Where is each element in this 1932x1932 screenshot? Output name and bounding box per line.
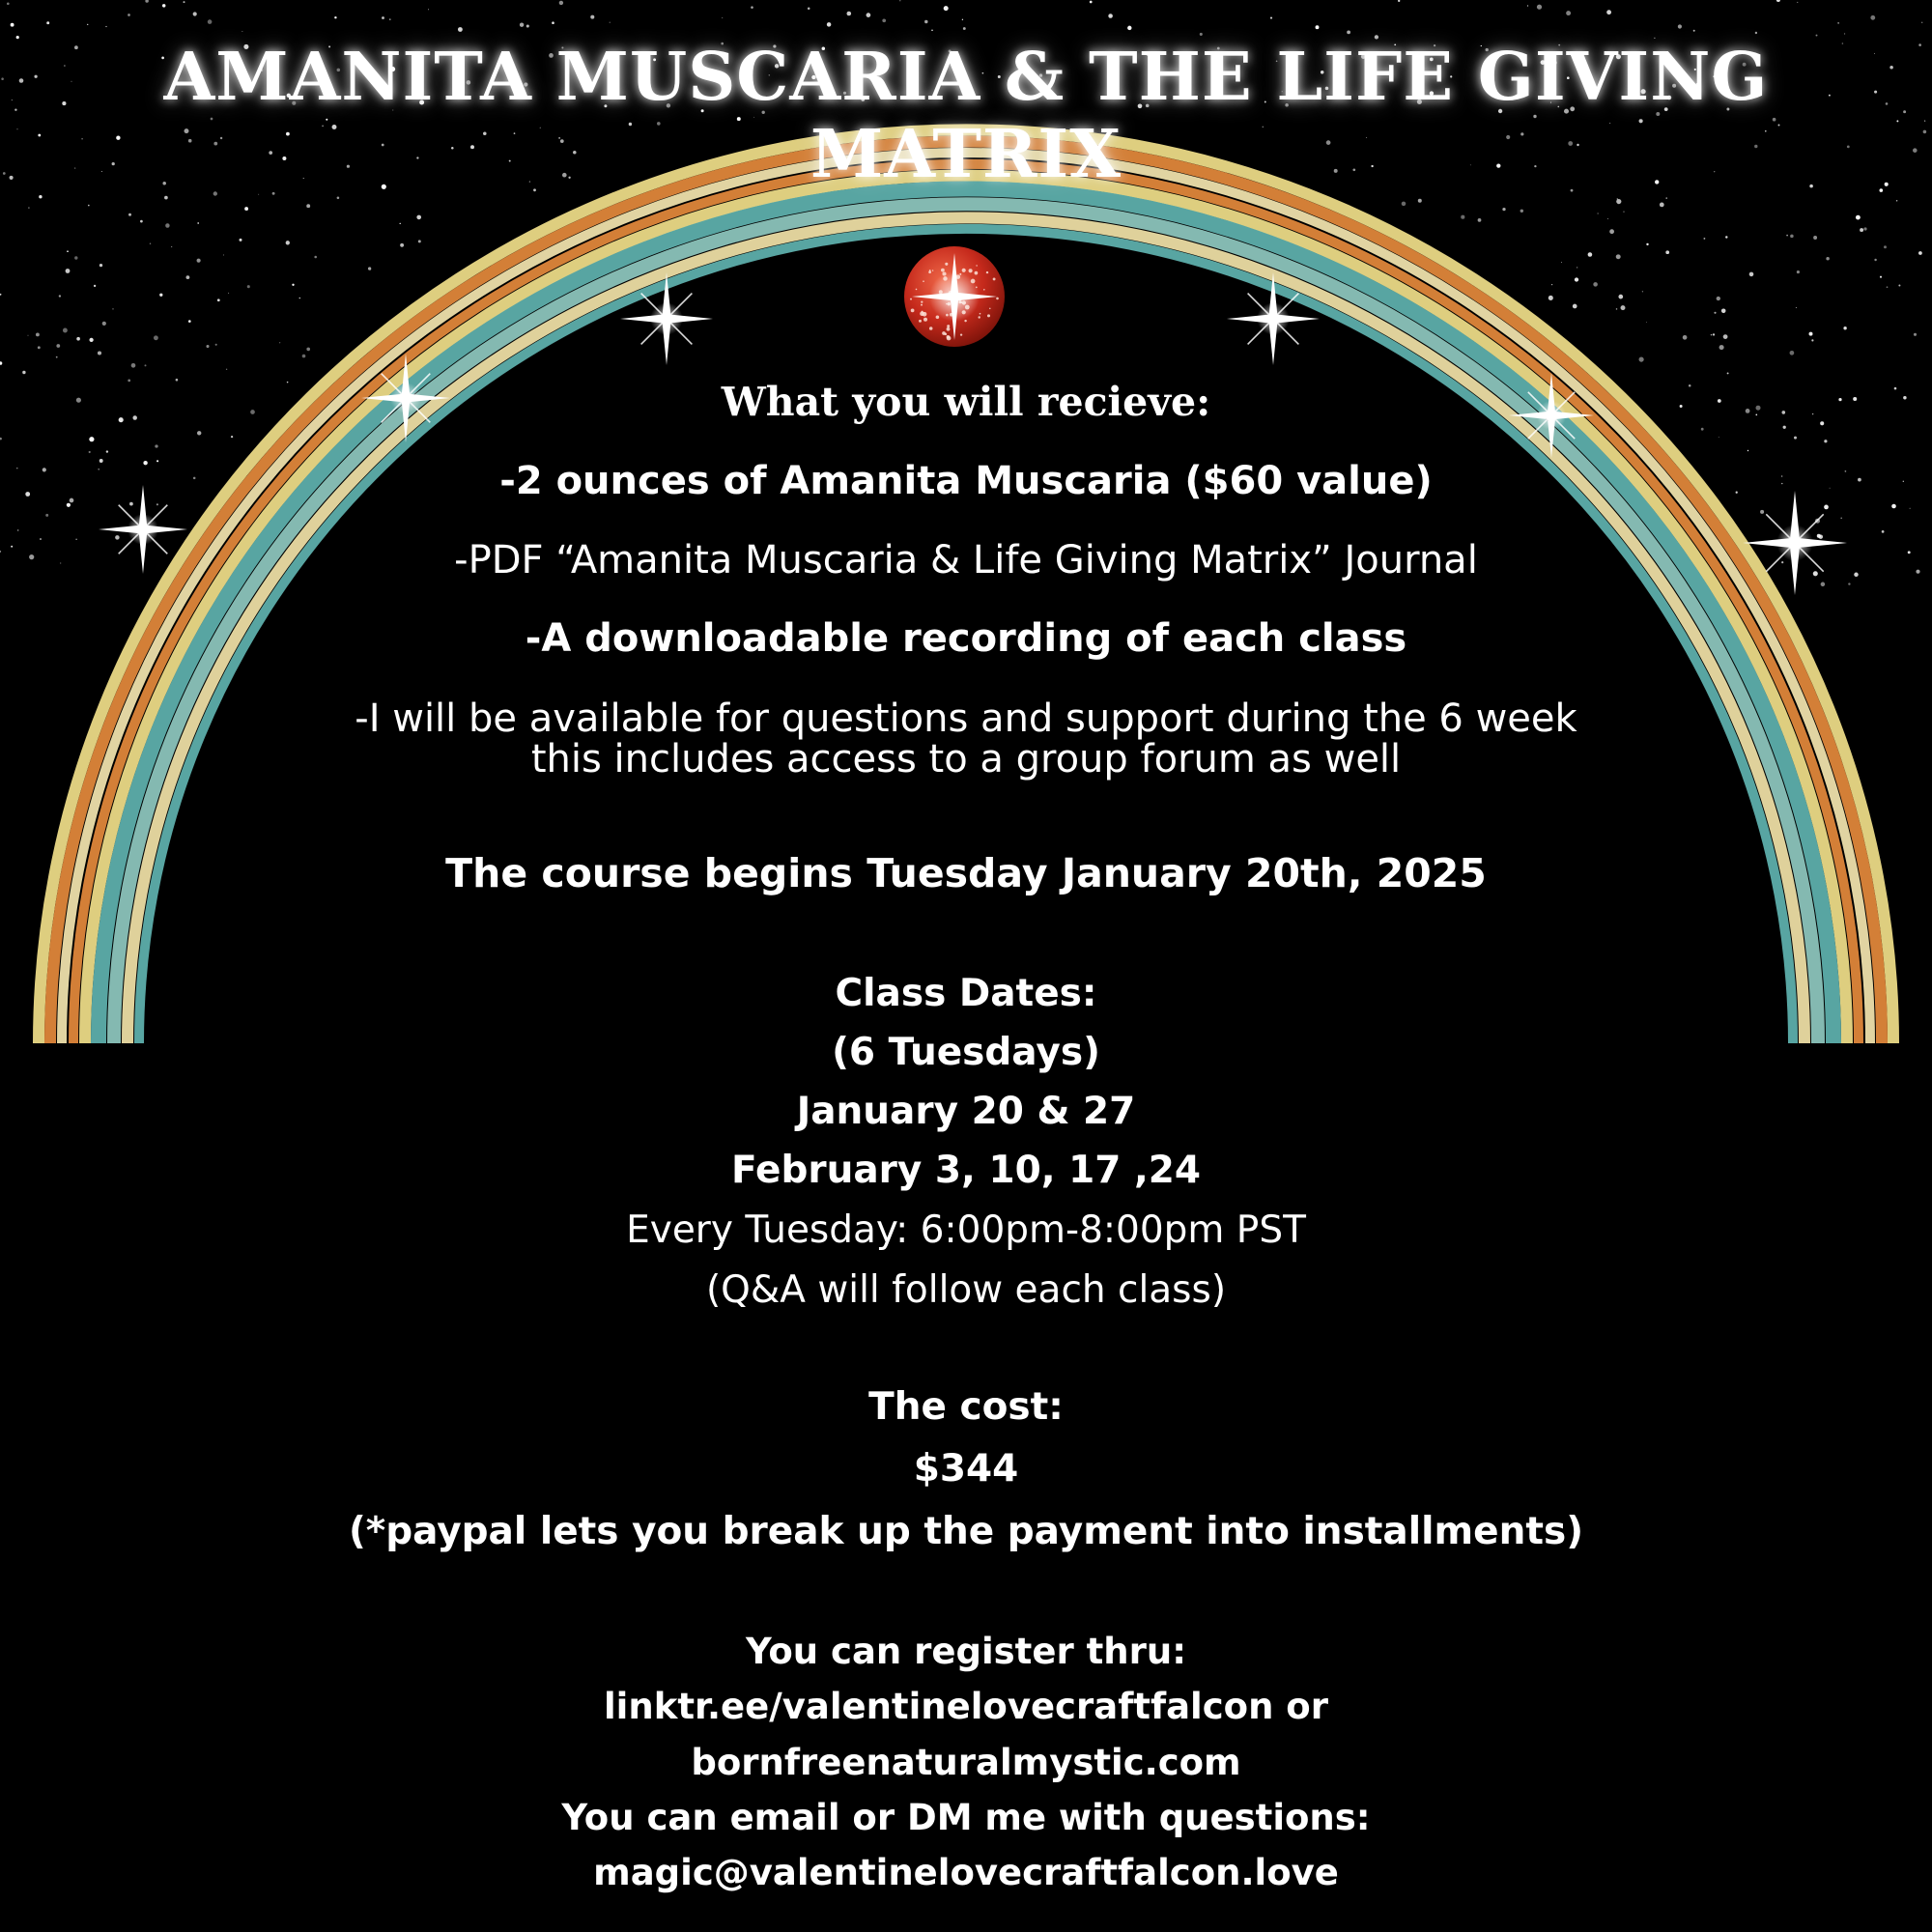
mushroom-cap-icon bbox=[904, 246, 1005, 347]
receive-item-recording: -A downloadable recording of each class bbox=[525, 616, 1407, 661]
register-heading: You can register thru: bbox=[745, 1631, 1186, 1672]
page-title: AMANITA MUSCARIA & THE LIFE GIVING MATRIX bbox=[163, 39, 1769, 193]
class-qa-note: (Q&A will follow each class) bbox=[705, 1268, 1227, 1312]
receive-item-support-line2: this includes access to a group forum as well bbox=[530, 737, 1402, 781]
cost-installments-note: (*paypal lets you break up the payment into installments) bbox=[348, 1510, 1584, 1553]
receive-item-ounces: -2 ounces of Amanita Muscaria ($60 value) bbox=[499, 459, 1433, 503]
class-dates-january: January 20 & 27 bbox=[796, 1090, 1136, 1133]
register-link-linktree[interactable]: linktr.ee/valentinelovecraftfalcon or bbox=[604, 1686, 1328, 1727]
class-time: Every Tuesday: 6:00pm-8:00pm PST bbox=[626, 1208, 1306, 1252]
class-dates-february: February 3, 10, 17 ,24 bbox=[730, 1149, 1202, 1192]
receive-heading: What you will recieve: bbox=[721, 379, 1211, 425]
class-dates-count: (6 Tuesdays) bbox=[832, 1031, 1100, 1074]
class-dates-heading: Class Dates: bbox=[835, 972, 1097, 1015]
contact-email[interactable]: magic@valentinelovecraftfalcon.love bbox=[593, 1852, 1339, 1893]
receive-item-support-line1: -I will be available for questions and support during the 6 week bbox=[355, 696, 1577, 741]
cost-heading: The cost: bbox=[868, 1385, 1064, 1429]
cost-price: $344 bbox=[913, 1447, 1019, 1491]
contact-prompt: You can email or DM me with questions: bbox=[561, 1797, 1371, 1838]
course-start: The course begins Tuesday January 20th, 2025 bbox=[445, 850, 1487, 896]
receive-item-journal: -PDF “Amanita Muscaria & Life Giving Matrix” Journal bbox=[454, 538, 1478, 582]
register-link-website[interactable]: bornfreenaturalmystic.com bbox=[691, 1742, 1241, 1783]
